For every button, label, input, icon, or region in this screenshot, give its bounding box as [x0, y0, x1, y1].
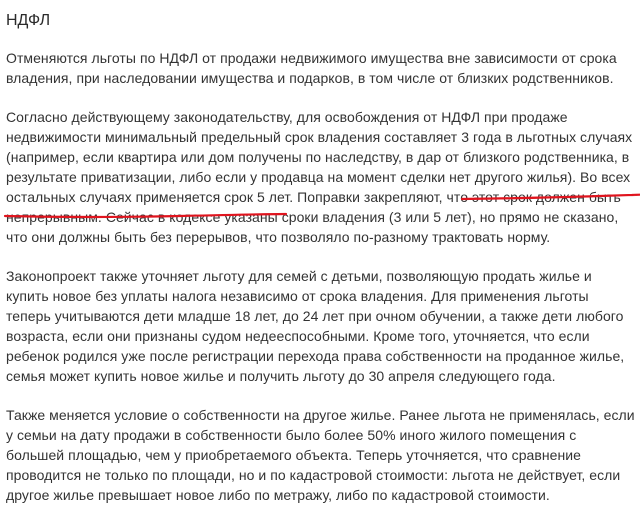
paragraph-text-after: Сейчас в кодексе указаны сроки владения (3 или 5 лет), но прямо не сказано, что они должны быть без перерывов, что позволяло по-разному трактовать норму. — [6, 209, 619, 245]
article — [6, 0, 636, 524]
paragraph-ownership-period — [6, 107, 636, 247]
paragraph-other-housing: Также меняется условие о собственности на другое жилье. Ранее льгота не применялась, если у семьи на дату продажи в собственности было более 50% иного жилого помещения с большей площадью, чем у приобретаемого объекта. Теперь уточняется, что сравнение проводится не только по площади, но и по кадастровой стоимости: льгота не действует, если другое жилье превышает новое либо по метражу, либо по кадастровой стоимости. — [6, 407, 635, 503]
highlighted-phrase: Поправки закрепляют, что этот срок должен быть непрерывным. — [6, 189, 621, 225]
paragraph-benefits-cancelled: Отменяются льготы по НДФЛ от продажи недвижимого имущества вне зависимости от срока владения, при наследовании имущества и подарков, в том числе от близких родственников. — [6, 50, 617, 86]
paragraph-families-with-children: Законопроект также уточняет льготу для семей с детьми, позволяющую продать жилье и купить новое без уплаты налога независимо от срока владения. Для применения льготы теперь учитываются дети младше 18 лет, до 24 лет при очном обучении, а также дети любого возраста, если они признаны судом недееспособными. Кроме того, уточняется, что если ребенок родился уже после регистрации перехода права собственности на проданное жилье, семья может купить новое жилье и получить льготу до 30 апреля следующего года. — [6, 268, 625, 384]
article-title: НДФЛ — [6, 12, 51, 29]
paragraph-text-before: Согласно действующему законодательству, для освобождения от НДФЛ при продаже недвижимости минимальный предельный срок владения составляет 3 года в льготных случаях (например, если квартира или дом получены по наследству, в дар от близкого родственника, в результате приватизации, либо если у продавца на момент сделки нет другого жилья). Во всех остальных случаях применяется срок 5 лет. — [6, 109, 633, 205]
